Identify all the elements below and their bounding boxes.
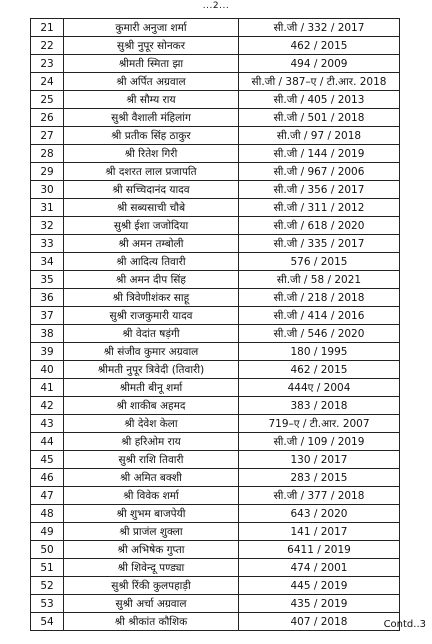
name-cell: श्री वेदांत षड़ंगी <box>64 325 239 343</box>
name-cell: श्री रितेश गिरी <box>64 145 239 163</box>
serial-number-cell: 26 <box>31 109 64 127</box>
serial-number-cell: 21 <box>31 19 64 37</box>
serial-number-cell: 30 <box>31 181 64 199</box>
page-number-header: ...2... <box>202 1 230 11</box>
name-cell: श्री शाकीब अहमद <box>64 397 239 415</box>
table-row <box>31 91 400 109</box>
table-row <box>31 235 400 253</box>
registration-number-cell: सी.जी / 311 / 2012 <box>239 199 400 217</box>
name-cell: श्री सच्चिदानंद यादव <box>64 181 239 199</box>
name-cell: श्री प्राजंल शुक्ला <box>64 523 239 541</box>
registration-number-cell: सी.जी / 501 / 2018 <box>239 109 400 127</box>
table-row <box>31 37 400 55</box>
registration-number-cell: सी.जी / 967 / 2006 <box>239 163 400 181</box>
table-row <box>31 379 400 397</box>
registration-number-cell: सी.जी / 618 / 2020 <box>239 217 400 235</box>
serial-number-cell: 46 <box>31 469 64 487</box>
table-row <box>31 145 400 163</box>
registration-number-cell: सी.जी / 356 / 2017 <box>239 181 400 199</box>
name-cell: श्री अभिषेक गुप्ता <box>64 541 239 559</box>
serial-number-cell: 22 <box>31 37 64 55</box>
serial-number-cell: 38 <box>31 325 64 343</box>
table-row <box>31 253 400 271</box>
roster-table-body <box>31 19 400 631</box>
registration-number-cell: 180 / 1995 <box>239 343 400 361</box>
name-cell: कुमारी अनुजा शर्मा <box>64 19 239 37</box>
roster-table <box>30 18 400 631</box>
table-row <box>31 559 400 577</box>
serial-number-cell: 31 <box>31 199 64 217</box>
name-cell: श्री संजीव कुमार अग्रवाल <box>64 343 239 361</box>
name-cell: श्री अमित बक्शी <box>64 469 239 487</box>
serial-number-cell: 41 <box>31 379 64 397</box>
name-cell: श्री त्रिवेणीशंकर साहू <box>64 289 239 307</box>
name-cell: श्री अमन तम्बोली <box>64 235 239 253</box>
table-row <box>31 415 400 433</box>
name-cell: श्री अमन दीप सिंह <box>64 271 239 289</box>
table-row <box>31 397 400 415</box>
table-row <box>31 55 400 73</box>
name-cell: श्री सब्यसाची चौबे <box>64 199 239 217</box>
registration-number-cell: 462 / 2015 <box>239 361 400 379</box>
serial-number-cell: 35 <box>31 271 64 289</box>
serial-number-cell: 25 <box>31 91 64 109</box>
serial-number-cell: 48 <box>31 505 64 523</box>
name-cell: सुश्री ईशा जजोदिया <box>64 217 239 235</box>
serial-number-cell: 51 <box>31 559 64 577</box>
table-row <box>31 109 400 127</box>
name-cell: श्री शुभम बाजपेयी <box>64 505 239 523</box>
registration-number-cell: सी.जी / 387–ए / टी.आर. 2018 <box>239 73 400 91</box>
table-row <box>31 307 400 325</box>
continued-footer: Contd..3 <box>383 619 426 630</box>
serial-number-cell: 53 <box>31 595 64 613</box>
serial-number-cell: 23 <box>31 55 64 73</box>
registration-number-cell: 141 / 2017 <box>239 523 400 541</box>
registration-number-cell: सी.जी / 218 / 2018 <box>239 289 400 307</box>
registration-number-cell: सी.जी / 377 / 2018 <box>239 487 400 505</box>
serial-number-cell: 45 <box>31 451 64 469</box>
name-cell: सुश्री अर्चा अग्रवाल <box>64 595 239 613</box>
table-row <box>31 19 400 37</box>
registration-number-cell: 445 / 2019 <box>239 577 400 595</box>
name-cell: श्रीमती स्मिता झा <box>64 55 239 73</box>
table-row <box>31 523 400 541</box>
serial-number-cell: 34 <box>31 253 64 271</box>
serial-number-cell: 37 <box>31 307 64 325</box>
table-row <box>31 289 400 307</box>
serial-number-cell: 39 <box>31 343 64 361</box>
name-cell: सुश्री राशि तिवारी <box>64 451 239 469</box>
name-cell: श्री आदित्य तिवारी <box>64 253 239 271</box>
serial-number-cell: 42 <box>31 397 64 415</box>
serial-number-cell: 24 <box>31 73 64 91</box>
name-cell: श्री प्रतीक सिंह ठाकुर <box>64 127 239 145</box>
table-row <box>31 127 400 145</box>
serial-number-cell: 50 <box>31 541 64 559</box>
serial-number-cell: 47 <box>31 487 64 505</box>
registration-number-cell: 383 / 2018 <box>239 397 400 415</box>
registration-number-cell: 283 / 2015 <box>239 469 400 487</box>
serial-number-cell: 36 <box>31 289 64 307</box>
name-cell: श्रीमती बीनू शर्मा <box>64 379 239 397</box>
table-row <box>31 361 400 379</box>
name-cell: श्री विवेक शर्मा <box>64 487 239 505</box>
serial-number-cell: 49 <box>31 523 64 541</box>
table-row <box>31 577 400 595</box>
serial-number-cell: 44 <box>31 433 64 451</box>
registration-number-cell: सी.जी / 414 / 2016 <box>239 307 400 325</box>
name-cell: श्री शिवेन्दू पण्ड्या <box>64 559 239 577</box>
registration-number-cell: 643 / 2020 <box>239 505 400 523</box>
table-row <box>31 451 400 469</box>
table-row <box>31 595 400 613</box>
registration-number-cell: 474 / 2001 <box>239 559 400 577</box>
registration-number-cell: सी.जी / 58 / 2021 <box>239 271 400 289</box>
serial-number-cell: 33 <box>31 235 64 253</box>
serial-number-cell: 28 <box>31 145 64 163</box>
table-row <box>31 181 400 199</box>
name-cell: सुश्री नुपूर सोनकर <box>64 37 239 55</box>
registration-number-cell: सी.जी / 97 / 2018 <box>239 127 400 145</box>
table-row <box>31 613 400 631</box>
table-row <box>31 199 400 217</box>
table-row <box>31 469 400 487</box>
registration-number-cell: 494 / 2009 <box>239 55 400 73</box>
name-cell: श्री श्रीकांत कौशिक <box>64 613 239 631</box>
name-cell: सुश्री वैशाली मंहिलांग <box>64 109 239 127</box>
table-row <box>31 73 400 91</box>
table-row <box>31 487 400 505</box>
registration-number-cell: 407 / 2018 <box>239 613 400 631</box>
registration-number-cell: सी.जी / 546 / 2020 <box>239 325 400 343</box>
registration-number-cell: 444ए / 2004 <box>239 379 400 397</box>
table-row <box>31 271 400 289</box>
registration-number-cell: सी.जी / 109 / 2019 <box>239 433 400 451</box>
registration-number-cell: 130 / 2017 <box>239 451 400 469</box>
registration-number-cell: 719–ए / टी.आर. 2007 <box>239 415 400 433</box>
table-row <box>31 505 400 523</box>
name-cell: सुश्री रिंकी कुलपहाड़ी <box>64 577 239 595</box>
name-cell: श्रीमती नुपूर त्रिवेदी (तिवारी) <box>64 361 239 379</box>
registration-number-cell: सी.जी / 335 / 2017 <box>239 235 400 253</box>
serial-number-cell: 40 <box>31 361 64 379</box>
name-cell: सुश्री राजकुमारी यादव <box>64 307 239 325</box>
table-row <box>31 217 400 235</box>
name-cell: श्री सौम्य राय <box>64 91 239 109</box>
registration-number-cell: सी.जी / 332 / 2017 <box>239 19 400 37</box>
serial-number-cell: 54 <box>31 613 64 631</box>
table-row <box>31 541 400 559</box>
registration-number-cell: 576 / 2015 <box>239 253 400 271</box>
table-row <box>31 163 400 181</box>
serial-number-cell: 29 <box>31 163 64 181</box>
serial-number-cell: 43 <box>31 415 64 433</box>
registration-number-cell: सी.जी / 144 / 2019 <box>239 145 400 163</box>
name-cell: श्री हरिओम राय <box>64 433 239 451</box>
registration-number-cell: 6411 / 2019 <box>239 541 400 559</box>
serial-number-cell: 27 <box>31 127 64 145</box>
registration-number-cell: सी.जी / 405 / 2013 <box>239 91 400 109</box>
name-cell: श्री देवेश केला <box>64 415 239 433</box>
registration-number-cell: 435 / 2019 <box>239 595 400 613</box>
serial-number-cell: 52 <box>31 577 64 595</box>
name-cell: श्री दशरत लाल प्रजापति <box>64 163 239 181</box>
table-row <box>31 433 400 451</box>
registration-number-cell: 462 / 2015 <box>239 37 400 55</box>
table-row <box>31 325 400 343</box>
serial-number-cell: 32 <box>31 217 64 235</box>
name-cell: श्री अर्पित अग्रवाल <box>64 73 239 91</box>
table-row <box>31 343 400 361</box>
